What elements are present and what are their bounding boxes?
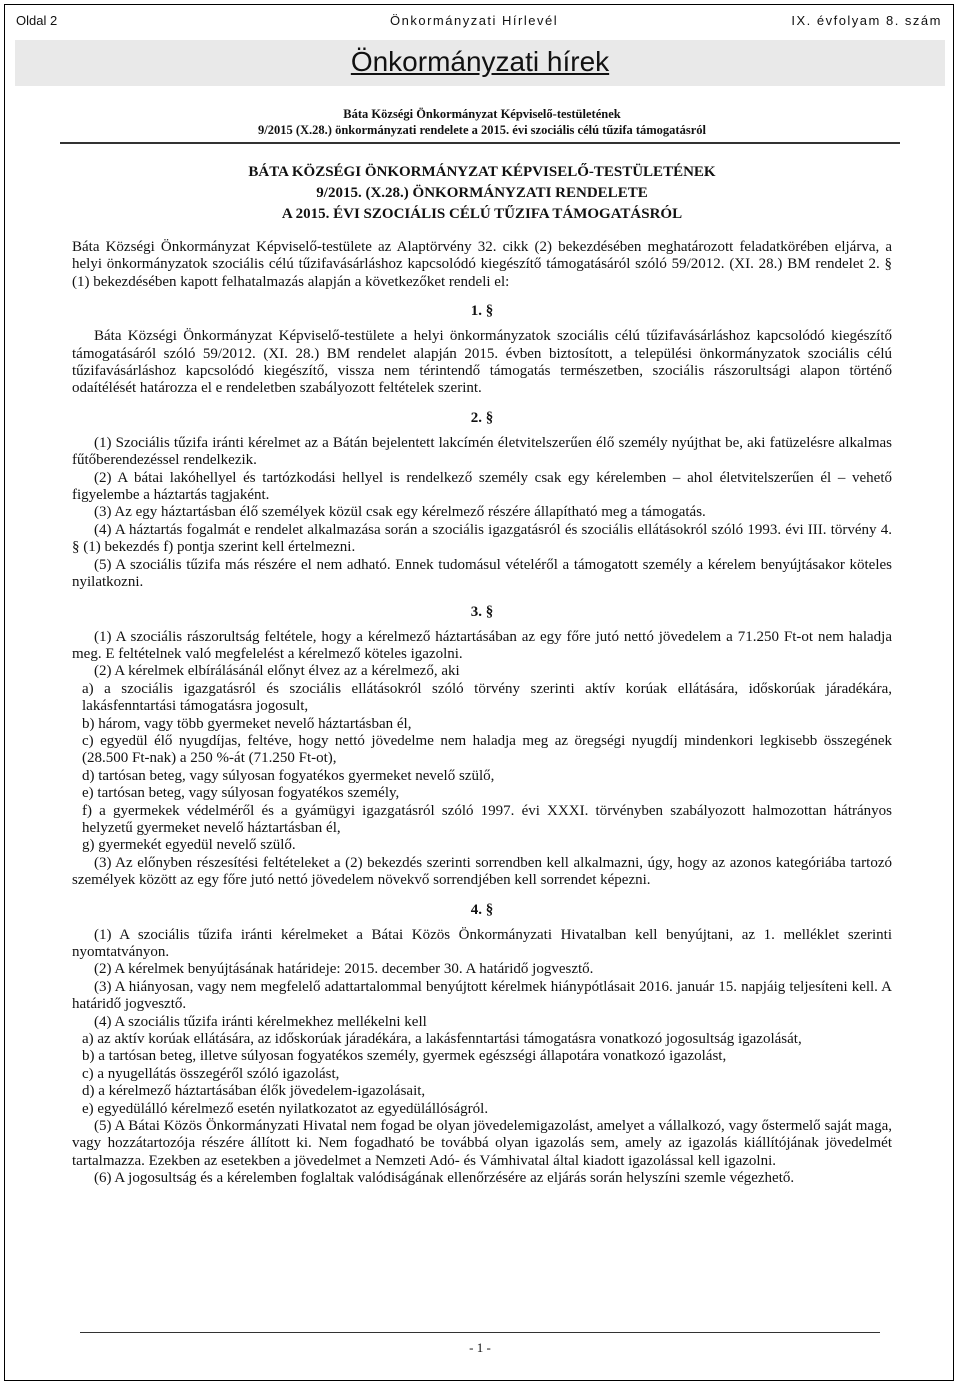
section-2-para-3: (3) Az egy háztartásban élő személyek közül csak egy kérelmező részére állapítható meg a támogatás.: [94, 504, 706, 521]
section-3-item-b: b) három, vagy több gyermeket nevelő háztartásban él,: [82, 715, 412, 732]
decree-title-line-1: BÁTA KÖZSÉGI ÖNKORMÁNYZAT KÉPVISELŐ-TESTÜLETÉNEK: [248, 164, 716, 180]
section-3-item-e: e) tartósan beteg, vagy súlyosan fogyatékos személy,: [82, 785, 400, 802]
page-header: [10, 10, 948, 34]
section-2-para-5: (5) A szociális tűzifa más részére el nem adható. Ennek tudomásul vételéről a támogatott személy a kérelem benyújtásakor köteles nyilatkozni.: [72, 556, 892, 591]
scanned-document: [72, 106, 892, 1188]
section-3-item-f: f) a gyermekek védelméről és a gyámügyi igazgatásról szóló 1997. évi XXXI. törvényben szabályozott halmozottan hátrányos helyzetű gyermeket nevelő háztartásban él,: [82, 802, 892, 836]
section-1-text: Báta Községi Önkormányzat Képviselő-testülete a helyi önkormányzatok szociális célú tűzifavásárláshoz kapcsolódó kiegészítő támogatásáról szóló 59/2012. (XI. 28.) BM rendelet alapján 2015. évben biztosított, a települési önkormányzatok szociális célú tűzifavásárláshoz kapcsolódó kiegészítő, vissza nem térintendő támogatás természetben, szociális rászorultsági alapon történő odaítélését határozza el e rendeletben szabályozott feltételek szerint.: [72, 328, 892, 397]
preamble: Báta Községi Önkormányzat Képviselő-testülete az Alaptörvény 32. cikk (2) bekezdésében meghatározott feladatkörében eljárva, a helyi önkormányzatok szociális célú tűzifavásárláshoz kapcsolódó kiegészítő támogatásáról szóló 59/2012. (XI. 28.) BM rendelet 2. § (1) bekezdésében kapott felhatalmazás alapján a következőket rendeli el:: [72, 239, 892, 290]
header-rule: [60, 142, 900, 144]
page-number-label: Oldal 2: [16, 13, 58, 28]
section-4-para-6: (6) A jogosultság és a kérelemben foglaltak valódiságának ellenőrzésére az eljárás során helyszíni szemle végezhető.: [94, 1170, 795, 1187]
section-3-item-d: d) tartósan beteg, vagy súlyosan fogyatékos gyermeket nevelő szülő,: [82, 767, 495, 784]
section-3-item-a: a) a szociális igazgatásról és szociális ellátásokról szóló törvény szerinti aktív korúak ellátására, időskorúak járadékára, lakásfenntartási támogatásra jogosult,: [82, 680, 892, 715]
section-4-para-5: (5) A Bátai Közös Önkormányzati Hivatal nem fogad be olyan jövedelemigazolást, amelyet a vállalkozó, vagy őstermelő saját maga, vagy hozzátartozója részére állított ki. Nem fogadható be továbbá olyan igazolás sem, amely az igazolás kiállítójának jövedelmét tartalmazza. Ezekben az esetekben a jövedelmet a Nemzeti Adó- és Vámhivatal által kiadott igazolással kell igazolni.: [72, 1118, 892, 1169]
decree-title: [72, 162, 892, 225]
section-4-para-2: (2) A kérelmek benyújtásának határideje: 2015. december 30. A határidő jogvesztő.: [94, 961, 594, 978]
section-4-item-e: e) egyedülálló kérelmező esetén nyilatkozatot az egyedülállóságról.: [82, 1100, 489, 1117]
section-3-para-2: (2) A kérelmek elbírálásánál előnyt élvez az a kérelmező, aki: [94, 663, 460, 680]
section-4-para-1: (1) A szociális tűzifa iránti kérelmeket a Bátai Közös Önkormányzati Hivatalban kell benyújtani, az 1. melléklet szerinti nyomtatványon.: [72, 926, 892, 960]
section-3-para-3: (3) Az előnyben részesítési feltételeket a (2) bekezdés szerinti sorrendben kell alkalmazni, úgy, hogy az azonos kategóriába tartozó személyek között az egy főre jutó nettó jövedelem növekvő sorrendjében kell sorrendet képezni.: [72, 854, 892, 889]
footer-rule: [80, 1332, 880, 1333]
section-banner: [15, 40, 945, 86]
section-2-para-2: (2) A bátai lakóhellyel és tartózkodási hellyel is rendelkező személy csak egy kérelemben – ahol életvitelszerűen él – vehető figyelembe a háztartás tagjaként.: [72, 469, 892, 504]
section-1-heading: 1. §: [470, 303, 494, 320]
decree-title-line-3: A 2015. ÉVI SZOCIÁLIS CÉLÚ TŰZIFA TÁMOGATÁSRÓL: [281, 206, 683, 222]
section-title: Önkormányzati hírek: [350, 46, 610, 77]
section-2-heading: 2. §: [470, 409, 494, 426]
top-title-line-2: 9/2015 (X.28.) önkormányzati rendelete a 2015. évi szociális célú tűzifa támogatásról: [258, 123, 706, 137]
section-4-item-a: a) az aktív korúak ellátására, az időskorúak járadékára, a lakásfenntartási támogatásra vonatkozó jogosultság igazolását,: [82, 1031, 802, 1048]
section-2-para-1: (1) Szociális tűzifa iránti kérelmet az a Bátán bejelentett lakcímén életvitelszerűen élő személy nyújthat be, aki fatüzelésre alkalmas fűtőberendezéssel rendelkezik.: [72, 434, 892, 469]
section-3-heading: 3. §: [470, 603, 494, 620]
section-4-para-3: (3) A hiányosan, vagy nem megfelelő adattartalommal benyújtott kérelmek hiánypótlásait 2016. január 15. napjáig teljesíteni kell. A határidő jogvesztő.: [72, 978, 892, 1013]
decree-title-line-2: 9/2015. (X.28.) ÖNKORMÁNYZATI RENDELETE: [316, 185, 648, 201]
section-4-item-c: c) a nyugellátás összegéről szóló igazolást,: [82, 1065, 340, 1082]
document-page-number: - 1 -: [469, 1340, 491, 1355]
section-4-para-4: (4) A szociális tűzifa iránti kérelmekhez mellékelni kell: [94, 1013, 427, 1030]
section-4-item-b: b) a tartósan beteg, illetve súlyosan fogyatékos személy, gyermek egészségi állapotára vonatkozó igazolást,: [82, 1048, 727, 1065]
top-title-line-1: Báta Községi Önkormányzat Képviselő-testületének: [343, 107, 621, 121]
section-4-item-d: d) a kérelmező háztartásában élők jövedelem-igazolásait,: [82, 1083, 426, 1100]
issue-label: IX. évfolyam 8. szám: [791, 13, 942, 28]
section-4-heading: 4. §: [470, 901, 494, 918]
publication-title: Önkormányzati Hírlevél: [390, 13, 559, 28]
section-3-item-c: c) egyedül élő nyugdíjas, feltéve, hogy nettó jövedelme nem haladja meg az öregségi nyugdíj mindenkori legkisebb összegének (28.500 Ft-nak) a 250 %-át (71.250 Ft-ot),: [82, 732, 892, 767]
section-3-para-1: (1) A szociális rászorultság feltétele, hogy a kérelmező háztartásában az egy főre jutó nettó jövedelem a 71.250 Ft-ot nem haladja meg. E feltételnek való megfelelést a kérelmező köteles igazolni.: [72, 628, 892, 662]
section-2-para-4: (4) A háztartás fogalmát e rendelet alkalmazása során a szociális igazgatásról és szociális ellátásokról szóló 1993. évi III. törvény 4. § (1) bekezdés f) pontja szerint kell értelmezni.: [72, 521, 892, 556]
section-3-item-g: g) gyermekét egyedül nevelő szülő.: [82, 837, 296, 854]
document-top-heading: [72, 106, 892, 138]
